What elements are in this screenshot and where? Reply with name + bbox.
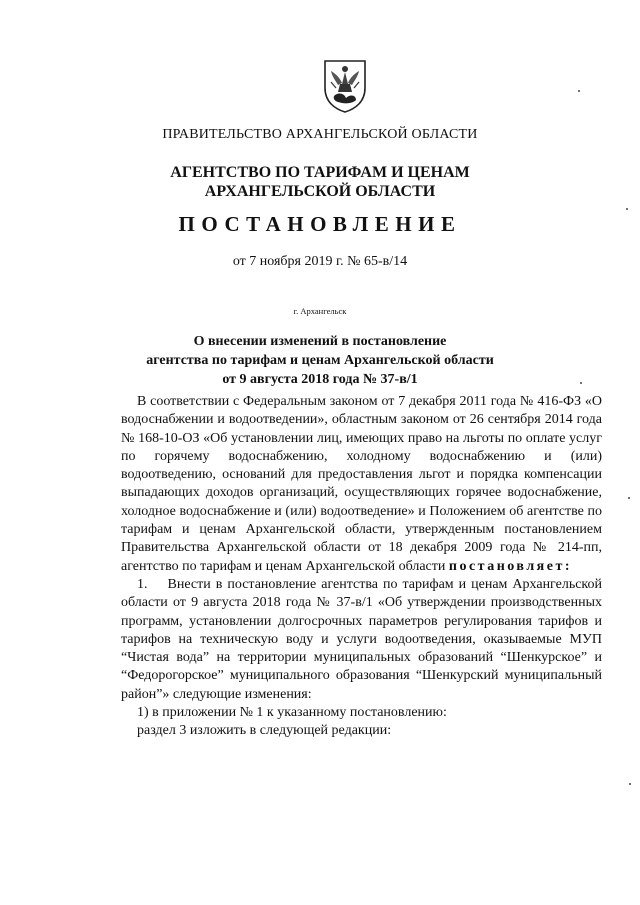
preamble-paragraph — [121, 393, 602, 576]
agency-name-line2: АРХАНГЕЛЬСКОЙ ОБЛАСТИ — [204, 183, 436, 200]
subitem-1-paragraph: 1) в приложении № 1 к указанному постановлению: — [137, 705, 447, 721]
document-city: г. Архангельск — [293, 306, 347, 316]
document-date-number: от 7 ноября 2019 г. № 65-в/14 — [232, 254, 408, 269]
scan-speck — [628, 497, 630, 499]
agency-name — [0, 163, 640, 201]
document-type-title: ПОСТАНОВЛЕНИЕ — [178, 212, 462, 236]
document-subject — [0, 332, 640, 389]
subitem-2-paragraph: раздел 3 изложить в следующей редакции: — [137, 723, 392, 739]
scan-speck — [578, 90, 580, 92]
subject-line1: О внесении изменений в постановление — [193, 334, 447, 349]
document-body — [121, 393, 602, 741]
item-1-paragraph: 1. Внести в постановление агентства по тарифам и ценам Архангельской области от 9 августа 2018 года № 37-в/1 «Об утверждении производственных программ, установлении долгосрочных параметров регулирования тарифов и тарифов на техническую воду и услуги водоотведения, оказываемые МУП “Чистая вода” на территории муниципальных образований “Шенкурское” и “Федорогорское” муниципального образования “Шенкурский муниципальный район”» следующие изменения: — [121, 576, 602, 702]
scan-speck — [629, 783, 631, 785]
government-name: ПРАВИТЕЛЬСТВО АРХАНГЕЛЬСКОЙ ОБЛАСТИ — [162, 127, 478, 142]
subject-line2: агентства по тарифам и ценам Архангельской области — [146, 353, 494, 368]
agency-name-line1: АГЕНТСТВО ПО ТАРИФАМ И ЦЕНАМ — [170, 164, 470, 181]
decrees-word: постановляет: — [448, 558, 572, 574]
scan-speck — [580, 382, 582, 384]
scan-speck — [626, 208, 628, 210]
coat-of-arms-icon — [322, 58, 368, 114]
subject-line3: от 9 августа 2018 года № 37-в/1 — [222, 372, 418, 387]
preamble-text: В соответствии с Федеральным законом от 7 декабря 2011 года № 416-ФЗ «О водоснабжении и водоотведении», областным законом от 26 сентября 2014 года № 168-10-ОЗ «Об установлении лиц, имеющих право на льготы по оплате услуг по горячему водоснабжению, холодному водоснабжению и (или) водоотведению, оснований для предоставления льгот и порядка компенсации выпадающих доходов организаций, осуществляющих горячее водоснабжение, холодное водоснабжение и (или) водоотведение» и Положением об агентстве по тарифам и ценам Архангельской области, утвержденным постановлением Правительства Архангельской области от 18 декабря 2009 года № 214-пп, агентство по тарифам и ценам Архангельской области — [121, 394, 602, 574]
